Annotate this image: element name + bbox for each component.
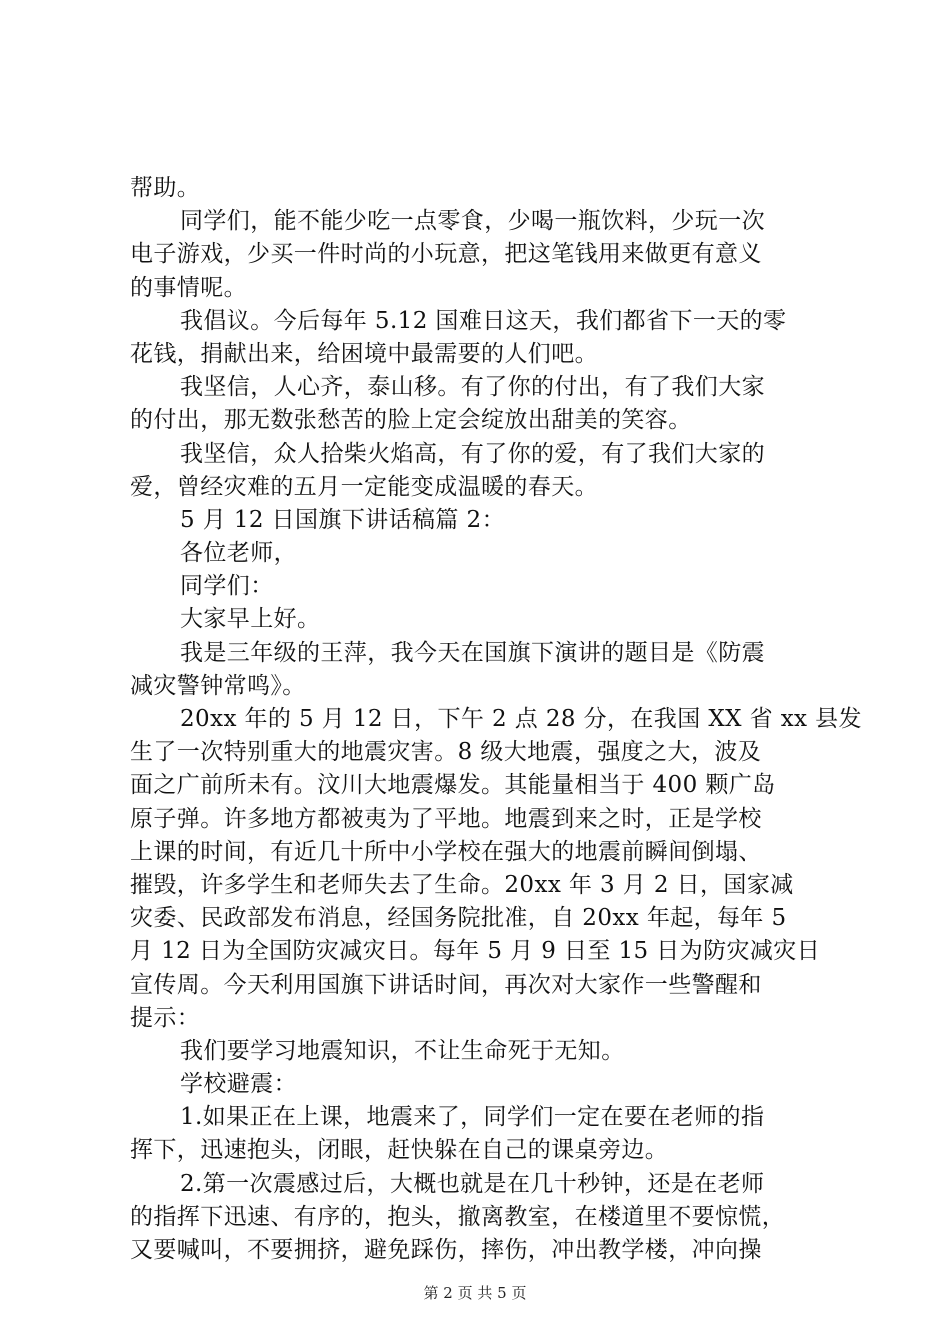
text-line: 的付出，那无数张愁苦的脸上定会绽放出甜美的笑容。 [130,407,692,434]
text-line: 5 月 12 日国旗下讲话稿篇 2： [180,506,505,533]
text-line: 20xx 年的 5 月 12 日，下午 2 点 28 分，在我国 XX 省 xx 县发 [180,706,862,732]
text-line: 同学们： [180,573,274,600]
text-line: 我是三年级的王萍，我今天在国旗下演讲的题目是《防震 [180,639,765,666]
text-line: 减灾警钟常鸣》。 [130,672,306,699]
text-line: 原子弹。许多地方都被夷为了平地。地震到来之时，正是学校 [130,805,762,832]
document-body [130,172,862,1267]
text-line: 又要喊叫，不要拥挤，避免踩伤，摔伤，冲出教学楼，冲向操 [130,1237,762,1263]
text-line: 各位老师， [180,540,297,567]
text-line: 我们要学习地震知识，不让生命死于无知。 [180,1037,625,1064]
text-line: 同学们，能不能少吃一点零食，少喝一瓶饮料，少玩一次 [180,208,765,235]
text-line: 我倡议。今后每年 5.12 国难日这天，我们都省下一天的零 [180,307,787,334]
text-line: 学校避震： [180,1071,297,1098]
text-line: 爱，曾经灾难的五月一定能变成温暖的春天。 [130,473,598,500]
text-line: 我坚信，众人拾柴火焰高，有了你的爱，有了我们大家的 [180,440,765,467]
text-line: 电子游戏，少买一件时尚的小玩意，把这笔钱用来做更有意义 [130,241,762,268]
text-line: 宣传周。今天利用国旗下讲话时间，再次对大家作一些警醒和 [130,971,762,998]
text-line: 我坚信，人心齐，泰山移。有了你的付出，有了我们大家 [180,374,765,401]
text-line: 摧毁，许多学生和老师失去了生命。20xx 年 3 月 2 日，国家减 [130,871,794,898]
text-line: 灾委、民政部发布消息，经国务院批准，自 20xx 年起，每年 5 [130,905,787,932]
text-line: 帮助。 [130,175,201,201]
text-line: 的指挥下迅速、有序的，抱头，撤离教室，在楼道里不要惊慌， [130,1203,786,1230]
text-line: 面之广前所未有。汶川大地震爆发。其能量相当于 400 颗广岛 [130,772,776,799]
text-line: 花钱，捐献出来，给困境中最需要的人们吧。 [130,340,598,367]
text-line: 1.如果正在上课，地震来了，同学们一定在要在老师的指 [180,1104,765,1131]
text-line: 大家早上好。 [180,606,321,633]
text-line: 生了一次特别重大的地震灾害。8 级大地震，强度之大，波及 [130,739,762,766]
text-line: 上课的时间，有近几十所中小学校在强大的地震前瞬间倒塌、 [130,838,762,865]
text-line: 提示： [130,1004,201,1031]
page-footer: 第 2 页 共 5 页 [423,1284,527,1302]
text-line: 的事情呢。 [130,274,247,301]
text-line: 月 12 日为全国防灾减灾日。每年 5 月 9 日至 15 日为防灾减灾日 [130,938,821,965]
text-line: 挥下，迅速抱头，闭眼，赶快躲在自己的课桌旁边。 [130,1137,669,1164]
text-line: 2.第一次震感过后，大概也就是在几十秒钟，还是在老师 [180,1170,765,1197]
